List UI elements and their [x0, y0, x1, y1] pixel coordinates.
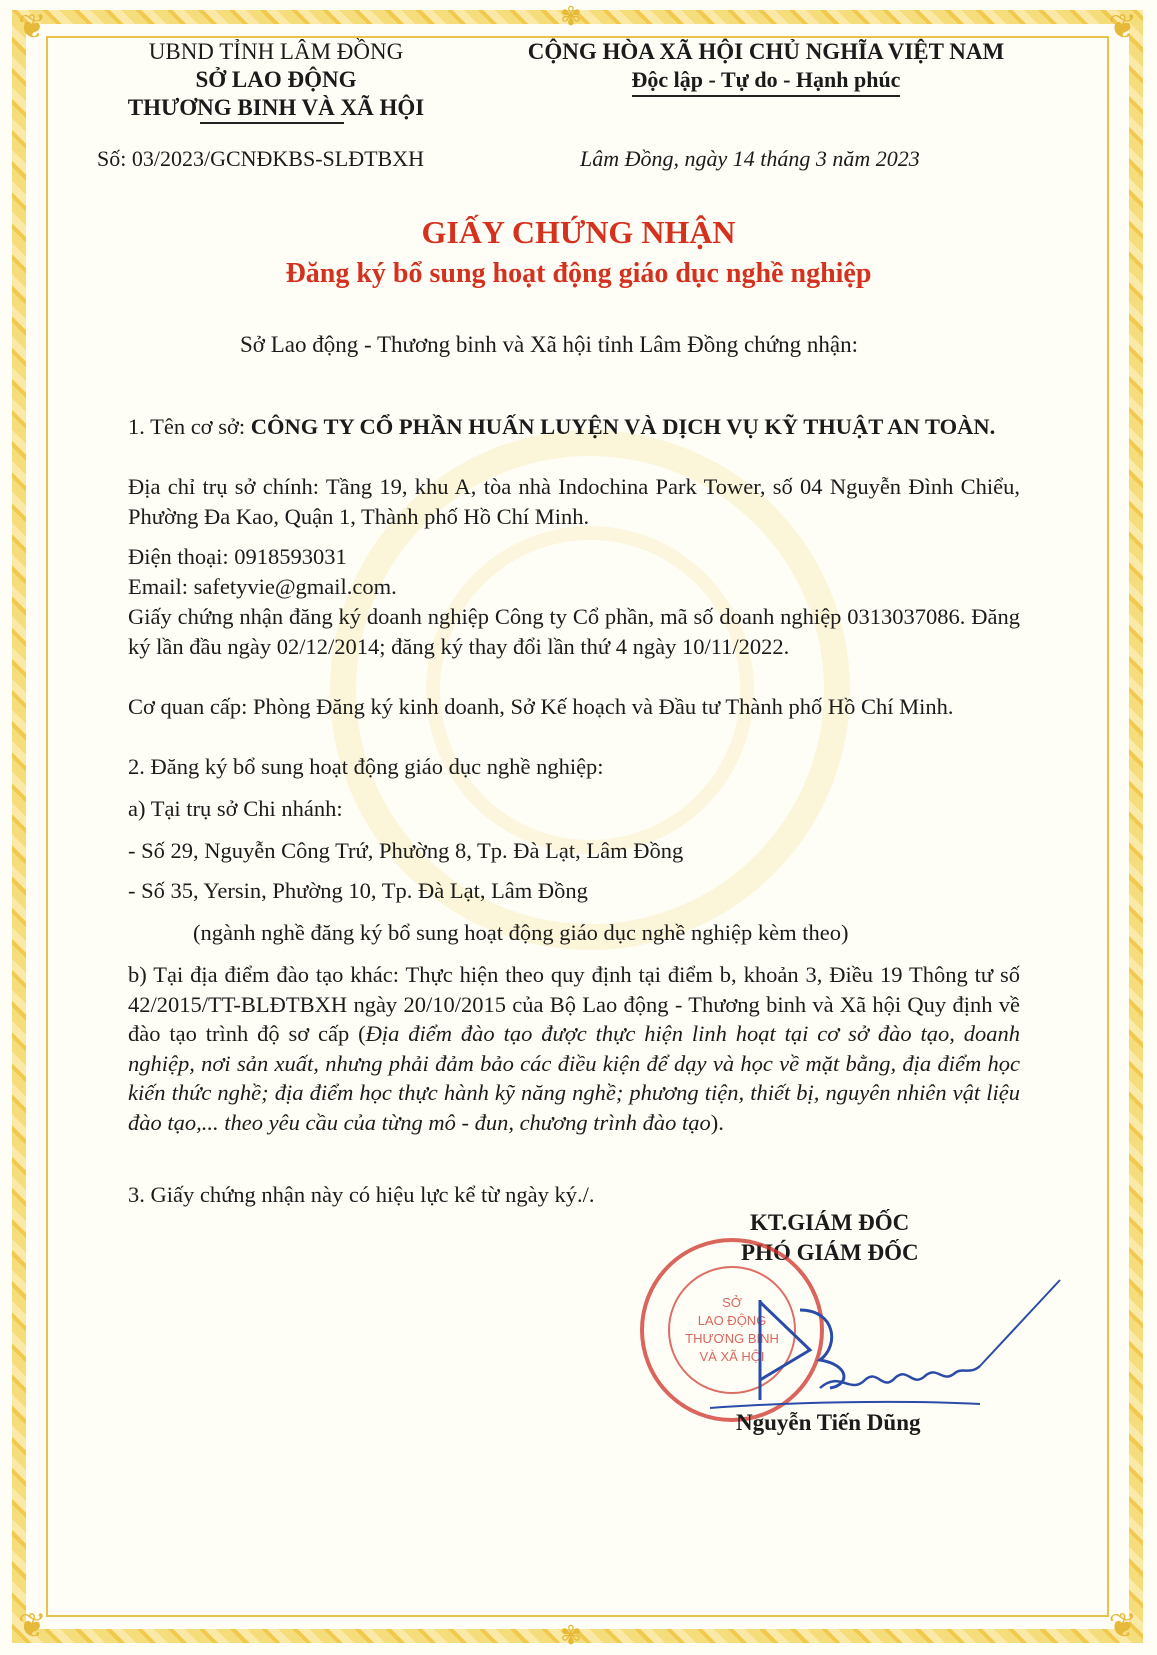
signer-role-2: PHÓ GIÁM ĐỐC — [741, 1240, 919, 1265]
facility-email: Email: safetyvie@gmail.com. — [128, 574, 397, 599]
section3-validity: 3. Giấy chứng nhận này có hiệu lực kể từ ngày ký./. — [128, 1182, 595, 1207]
section2b-end: ). — [710, 1109, 724, 1135]
corner-ornament-icon: ❦ — [18, 1606, 47, 1646]
stamp-text: LAO ĐỘNG — [697, 1313, 767, 1328]
stamp-text: SỞ — [722, 1295, 742, 1310]
department-line2: THƯƠNG BINH VÀ XÃ HỘI — [127, 95, 425, 120]
facility-name-value: CÔNG TY CỔ PHẦN HUẤN LUYỆN VÀ DỊCH VỤ KỸ THUẬT AN TOÀN. — [250, 414, 996, 439]
motto: Độc lập - Tự do - Hạnh phúc — [632, 66, 901, 97]
business-registration: Giấy chứng nhận đăng ký doanh nghiệp Công ty Cổ phần, mã số doanh nghiệp 0313037086. Đăng ký lần đầu ngày 02/12/2014; đăng ký thay đổi lần thứ 4 ngày 10/11/2022. — [128, 604, 1020, 659]
bottom-ornament-icon: ✾ — [560, 1621, 582, 1651]
section2b-italic: Địa điểm đào tạo được thực hiện linh hoạt tại cơ sở đào tạo, doanh nghiệp, nơi sản xuất, nhưng phải đảm bảo các điều kiện để dạy và học về mặt bằng, địa điểm học kiến thức nghề; địa điểm học thực hành kỹ năng nghề; phương tiện, thiết bị, nguyên nhiên vật liệu đào tạo,... theo yêu cầu của từng mô - đun, chương trình đào tạo — [128, 1021, 1020, 1135]
document-number: Số: 03/2023/GCNĐKBS-SLĐTBXH — [97, 146, 424, 171]
branch-address: - Số 35, Yersin, Phường 10, Tp. Đà Lạt, Lâm Đồng — [128, 878, 588, 903]
signer-name: Nguyễn Tiến Dũng — [736, 1410, 921, 1435]
province-committee: UBND TỈNH LÂM ĐỒNG — [148, 39, 404, 64]
document-date: Lâm Đồng, ngày 14 tháng 3 năm 2023 — [580, 146, 920, 171]
stamp-text: THƯƠNG BINH — [685, 1331, 779, 1346]
corner-ornament-icon: ❦ — [1108, 7, 1137, 47]
branch-address: - Số 29, Nguyễn Công Trứ, Phường 8, Tp. Đà Lạt, Lâm Đồng — [128, 838, 684, 863]
country-name: CỘNG HÒA XÃ HỘI CHỦ NGHĨA VIỆT NAM — [527, 39, 1005, 64]
corner-ornament-icon: ❦ — [1108, 1606, 1137, 1646]
intro-line: Sở Lao động - Thương binh và Xã hội tỉnh Lâm Đồng chứng nhận: — [240, 332, 859, 357]
national-motto — [506, 38, 1026, 97]
top-ornament-icon: ✾ — [560, 2, 582, 32]
issuing-agency: Cơ quan cấp: Phòng Đăng ký kinh doanh, Sở Kế hoạch và Đầu tư Thành phố Hồ Chí Minh. — [128, 694, 954, 719]
document-title: GIẤY CHỨNG NHẬN — [421, 214, 736, 250]
section2-heading: 2. Đăng ký bổ sung hoạt động giáo dục nghề nghiệp: — [128, 754, 604, 779]
facility-phone: Điện thoại: 0918593031 — [128, 544, 347, 569]
facility-address: Địa chỉ trụ sở chính: Tầng 19, khu A, tòa nhà Indochina Park Tower, số 04 Nguyễn Đình Chiểu, Phường Đa Kao, Quận 1, Thành phố Hồ Chí Minh. — [128, 474, 1020, 529]
stamp-text: VÀ XÃ HỘI — [699, 1349, 765, 1364]
facility-label: 1. Tên cơ sở: — [128, 414, 246, 439]
attached-note: (ngành nghề đăng ký bổ sung hoạt động giáo dục nghề nghiệp kèm theo) — [193, 920, 849, 945]
section2b-text — [128, 960, 1020, 1137]
issuing-authority — [96, 38, 456, 122]
department-line1: SỞ LAO ĐỘNG — [195, 67, 357, 92]
facility-name — [128, 412, 1020, 442]
document-subtitle: Đăng ký bổ sung hoạt động giáo dục nghề nghiệp — [285, 258, 872, 289]
corner-ornament-icon: ❦ — [18, 7, 47, 47]
signer-role-1: KT.GIÁM ĐỐC — [750, 1210, 910, 1235]
section2a-label: a) Tại trụ sở Chi nhánh: — [128, 796, 343, 821]
section2b-body: b) Tại địa điểm đào tạo khác: Thực hiện theo quy định tại điểm b, khoản 3, Điều 19 Thông tư số 42/2015/TT-BLĐTBXH ngày 20/10/2015 của Bộ Lao động - Thương binh và Xã hội Quy định về đào tạo trình độ sơ cấp ( — [128, 962, 1020, 1046]
authority-underline — [200, 122, 344, 124]
